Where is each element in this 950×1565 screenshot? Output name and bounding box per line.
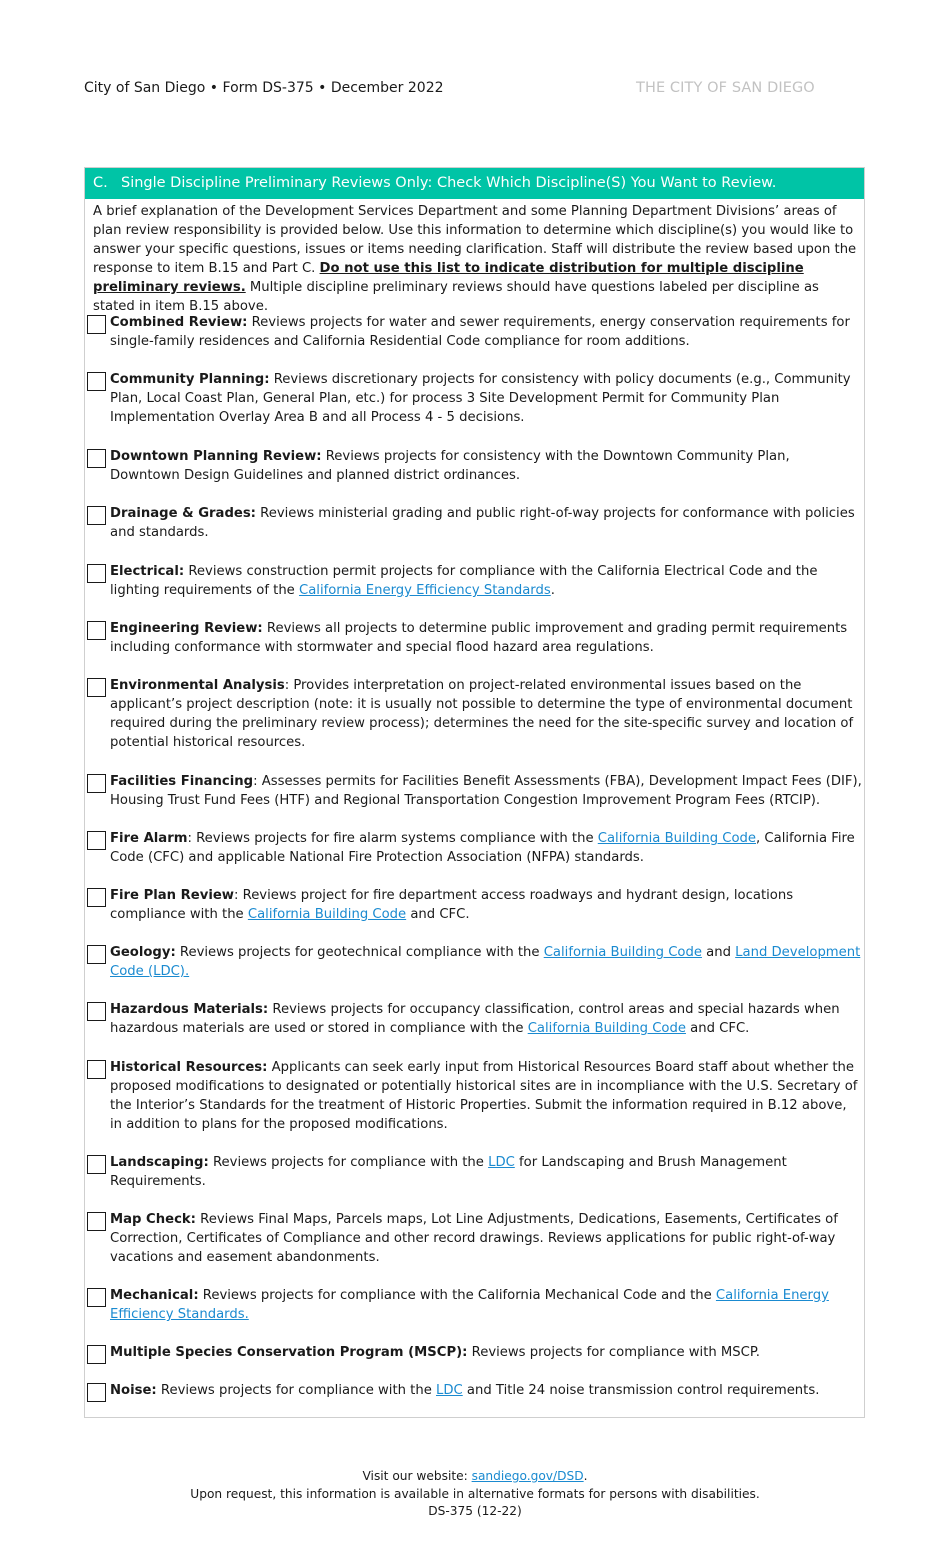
- item-text: Historical Resources: Applicants can seek early input from Historical Resources Board staff about whether the proposed modifications to designated or potentially historical sites are in incompliance with the U.S. Secretary of the Interior’s Standards for the treatment of Historic Properties. Submit the information required in B.12 above, in addition to plans for the proposed modifications.: [110, 1060, 858, 1132]
- link-building-code[interactable]: California Building Code: [597, 831, 757, 846]
- checkbox-historical-resources[interactable]: [87, 1060, 106, 1079]
- item-text: Hazardous Materials: Reviews projects for occupancy classification, control areas and special hazards when hazardous materials are used or stored in compliance with the California Building Code and CFC.: [110, 1002, 840, 1036]
- link-energy-standards[interactable]: California Energy Efficiency Standards.: [110, 1288, 829, 1322]
- item-text: Multiple Species Conservation Program (MSCP): Reviews projects for compliance with MSCP.: [110, 1345, 760, 1360]
- header-city-logo-text: THE CITY OF SAN DIEGO: [636, 80, 815, 96]
- footer-website: Visit our website: sandiego.gov/DSD.: [362, 1469, 588, 1483]
- link-website[interactable]: sandiego.gov/DSD: [471, 1469, 584, 1483]
- item-text: Noise: Reviews projects for compliance with the LDC and Title 24 noise transmission control requirements.: [110, 1383, 820, 1398]
- link-land-development-code[interactable]: Land Development Code (LDC).: [110, 945, 861, 979]
- footer-accessibility: Upon request, this information is available in alternative formats for persons with disabilities.: [190, 1486, 760, 1501]
- item-text: Engineering Review: Reviews all projects to determine public improvement and grading permit requirements including conformance with stormwater and special flood hazard area regulations.: [110, 621, 848, 655]
- checkbox-facilities-financing[interactable]: [87, 774, 106, 793]
- item-text: Facilities Financing: Assesses permits for Facilities Benefit Assessments (FBA), Development Impact Fees (DIF), Housing Trust Fund Fees (HTF) and Regional Transportation Congestion Improvement Program Fees (RTCIP).: [110, 774, 862, 808]
- link-ldc[interactable]: LDC: [436, 1383, 463, 1398]
- link-ldc[interactable]: LDC: [488, 1155, 515, 1170]
- checkbox-landscaping[interactable]: [87, 1155, 106, 1174]
- item-text: Downtown Planning Review: Reviews projects for consistency with the Downtown Community Plan, Downtown Design Guidelines and planned district ordinances.: [110, 449, 790, 483]
- header-form-info: City of San Diego • Form DS-375 • December 2022: [84, 80, 444, 96]
- checkbox-hazardous-materials[interactable]: [87, 1002, 106, 1021]
- section-c: [84, 167, 865, 1418]
- checkbox-electrical[interactable]: [87, 564, 106, 583]
- link-building-code[interactable]: California Building Code: [543, 945, 702, 960]
- item-text: Map Check: Reviews Final Maps, Parcels maps, Lot Line Adjustments, Dedications, Easements, Certificates of Correction, Certificates of Compliance and other record drawings. Reviews applications for public right-of-way vacations and easement abandonments.: [110, 1212, 838, 1265]
- item-text: Fire Alarm: Reviews projects for fire alarm systems compliance with the California Building Code, California Fire Code (CFC) and applicable National Fire Protection Association (NFPA) standards.: [110, 831, 855, 865]
- checkbox-environmental-analysis[interactable]: [87, 678, 106, 697]
- footer-form-number: DS-375 (12-22): [428, 1504, 522, 1518]
- checkbox-geology[interactable]: [87, 945, 106, 964]
- checkbox-drainage-grades[interactable]: [87, 506, 106, 525]
- checkbox-downtown-planning[interactable]: [87, 449, 106, 468]
- checkbox-noise[interactable]: [87, 1383, 106, 1402]
- section-header: [85, 168, 864, 199]
- item-text: Fire Plan Review: Reviews project for fire department access roadways and hydrant design, locations compliance with the California Building Code and CFC.: [110, 888, 794, 922]
- item-text: Community Planning: Reviews discretionary projects for consistency with policy documents (e.g., Community Plan, Local Coast Plan, General Plan, etc.) for process 3 Site Development Permit for Community Plan Implementation Overlay Area B and all Process 4 - 5 decisions.: [110, 372, 851, 425]
- item-text: Drainage & Grades: Reviews ministerial grading and public right-of-way projects for conformance with policies and standards.: [110, 506, 855, 540]
- checkbox-map-check[interactable]: [87, 1212, 106, 1231]
- intro-text-1: A brief explanation of the Development Services Department and some Planning Department Divisions’ areas of plan review responsibility is provided below. Use this information to determine which discipline(s) you would like to answer your specific questions, issues or items needing clarification. Staff will distribute the review based upon the response to item B.15 and Part C.: [93, 204, 857, 276]
- checkbox-mscp[interactable]: [87, 1345, 106, 1364]
- page-footer: [0, 1468, 950, 1521]
- checkbox-fire-plan-review[interactable]: [87, 888, 106, 907]
- section-letter: C.: [93, 175, 108, 191]
- link-energy-standards[interactable]: California Energy Efficiency Standards: [298, 583, 551, 598]
- checkbox-combined-review[interactable]: [87, 315, 106, 334]
- item-text: Electrical: Reviews construction permit projects for compliance with the California Electrical Code and the lighting requirements of the California Energy Efficiency Standards.: [110, 564, 818, 598]
- section-intro: [93, 202, 861, 316]
- intro-warning: Do not use this list to indicate distribution for multiple discipline preliminary reviews.: [93, 261, 804, 295]
- intro-text-2: Multiple discipline preliminary reviews should have questions labeled per discipline as stated in item B.15 above.: [93, 280, 819, 314]
- checkbox-community-planning[interactable]: [87, 372, 106, 391]
- item-text: Landscaping: Reviews projects for compliance with the LDC for Landscaping and Brush Management Requirements.: [110, 1155, 787, 1189]
- item-text: Geology: Reviews projects for geotechnical compliance with the California Building Code and Land Development Code (LDC).: [110, 945, 861, 979]
- checkbox-mechanical[interactable]: [87, 1288, 106, 1307]
- link-building-code[interactable]: California Building Code: [527, 1021, 686, 1036]
- link-building-code[interactable]: California Building Code: [247, 907, 407, 922]
- item-text: Combined Review: Reviews projects for water and sewer requirements, energy conservation requirements for single-family residences and California Residential Code compliance for room additions.: [110, 315, 850, 349]
- item-text: Environmental Analysis: Provides interpretation on project-related environmental issues based on the applicant’s project description (note: it is usually not possible to determine the type of environmental document required during the preliminary review process); determines the need for the site-specific survey and location of potential historical resources.: [110, 678, 854, 750]
- item-text: Mechanical: Reviews projects for compliance with the California Mechanical Code and the California Energy Efficiency Standards.: [110, 1288, 829, 1322]
- checkbox-engineering-review[interactable]: [87, 621, 106, 640]
- checkbox-fire-alarm[interactable]: [87, 831, 106, 850]
- section-title: Single Discipline Preliminary Reviews Only: Check Which Discipline(S) You Want to Review.: [121, 175, 777, 191]
